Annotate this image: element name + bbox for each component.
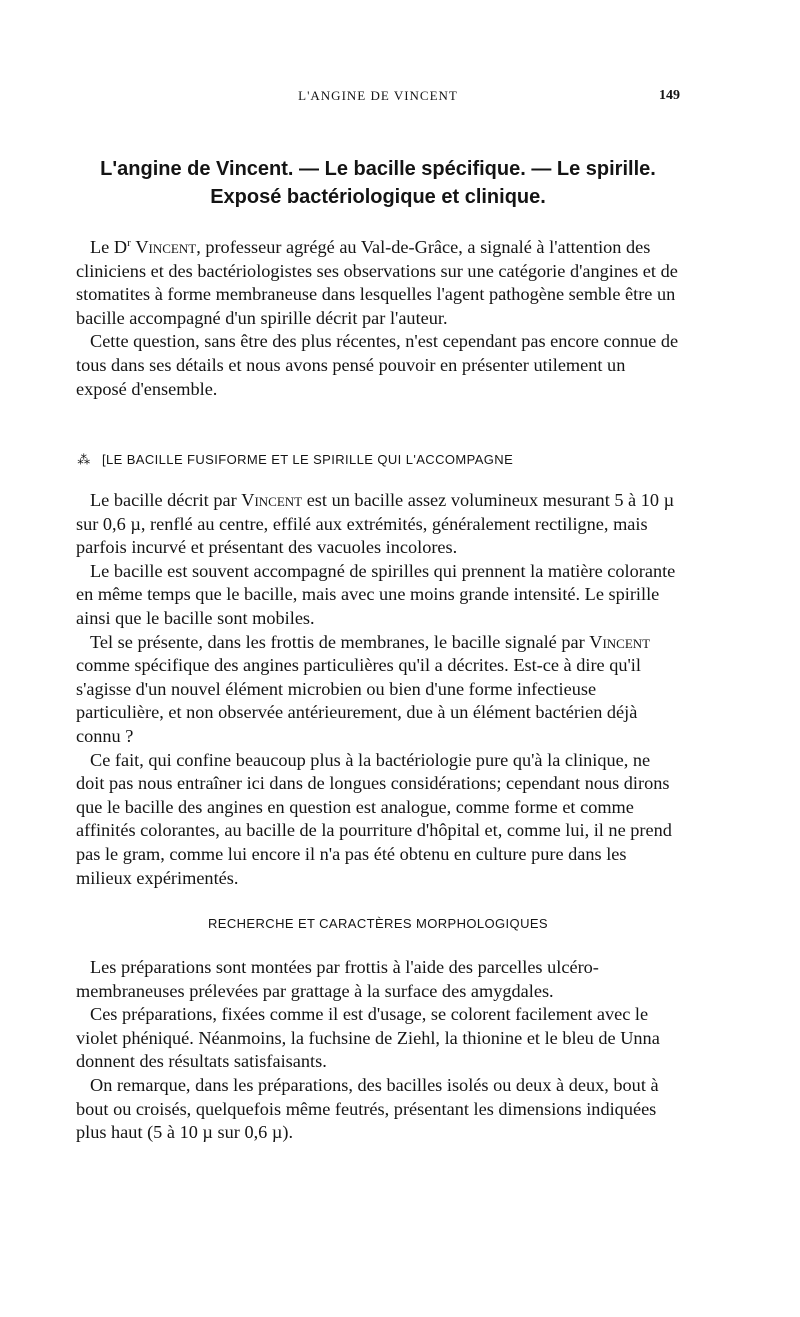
author-name: Vincent	[135, 237, 197, 258]
running-head: L'ANGINE DE VINCENT	[298, 88, 458, 103]
s1-p3-rest: comme spécifique des angines particulières qu'il a décrites. Est-ce à dire qu'il s'agisse d'un nouvel élément microbien ou bien d'une forme infectieuse particulière, et non observée antérieurement, due à un élément bactérien déjà connu ?	[76, 655, 641, 746]
intro-p1-start: Le D	[90, 237, 128, 258]
title-line-2: Exposé bactériologique et clinique.	[210, 186, 546, 208]
section-1-paragraph-3	[76, 631, 680, 749]
author-name: Vincent	[589, 631, 651, 652]
doctor-superscript: r	[127, 237, 131, 249]
chapter-title	[76, 155, 680, 211]
section-1-paragraph-1	[76, 489, 680, 560]
section-1-paragraph-2: Le bacille est souvent accompagné de spirilles qui prennent la matière colorante en même temps que le bacille, mais avec une moins grande intensité. Le spirille ainsi que le bacille sont mobiles.	[76, 560, 676, 628]
author-name: Vincent	[241, 490, 303, 510]
intro-paragraph-1	[76, 232, 680, 330]
s1-p3-start: Tel se présente, dans les frottis de membranes, le bacille signalé par	[90, 631, 590, 652]
s1-p1-start: Le bacille décrit par	[90, 490, 242, 510]
ink-mark-icon: ⁂	[77, 452, 91, 467]
page-header	[76, 88, 680, 114]
section-heading-2: RECHERCHE ET CARACTÈRES MORPHOLOGIQUES	[207, 916, 548, 931]
section-2-paragraph-3: On remarque, dans les préparations, des bacilles isolés ou deux à deux, bout à bout ou croisés, quelquefois même feutrés, présentant les dimensions indiquées plus haut (5 à 10 µ sur 0,6 µ).	[76, 1074, 659, 1143]
section-heading-1-text: [LE BACILLE FUSIFORME ET LE SPIRILLE QUI L'ACCOMPAGNE	[102, 452, 514, 467]
section-1-paragraph-4: Ce fait, qui confine beaucoup plus à la bactériologie pure qu'à la clinique, ne doit pas nous entraîner ici dans de longues considérations; cependant nous dirons que le bacille des angines en question est analogue, comme forme et comme affinités colorantes, au bacille de la pourriture d'hôpital et, comme lui, il ne prend pas le gram, comme lui encore il n'a pas été obtenu en culture pure dans les milieux expérimentés.	[76, 749, 672, 888]
intro-text	[76, 232, 680, 401]
section-2-paragraph-2: Ces préparations, fixées comme il est d'usage, se colorent facilement avec le violet phéniqué. Néanmoins, la fuchsine de Ziehl, la thionine et le bleu de Unna donnent des résultats satisfaisants.	[76, 1004, 660, 1072]
title-line-1: L'angine de Vincent. — Le bacille spécifique. — Le spirille.	[100, 158, 656, 180]
section-heading-1	[76, 452, 680, 468]
section-1-text	[76, 489, 680, 890]
section-2-paragraph-1: Les préparations sont montées par frottis à l'aide des parcelles ulcéro-membraneuses prélevées par grattage à la surface des amygdales.	[76, 957, 599, 1001]
intro-p1-rest: , professeur agrégé au Val-de-Grâce, a signalé à l'attention des cliniciens et des bactériologistes ses observations sur une catégorie d'angines et de stomatites à forme membraneuse dans lesquelles l'agent pathogène semble être un bacille accompagné d'un spirille décrit par l'auteur.	[76, 237, 678, 328]
s1-p1-rest: est un bacille assez volumineux mesurant 5 à 10 µ sur 0,6 µ, renflé au centre, effilé aux extrémités, généralement rectiligne, mais parfois incurvé et présentant des vacuoles incolores.	[76, 490, 675, 558]
intro-paragraph-2: Cette question, sans être des plus récentes, n'est cependant pas encore connue de tous dans ses détails et nous avons pensé pouvoir en présenter utilement un exposé d'ensemble.	[76, 331, 679, 399]
page-number: 149	[659, 88, 680, 103]
section-2-text	[76, 956, 680, 1145]
